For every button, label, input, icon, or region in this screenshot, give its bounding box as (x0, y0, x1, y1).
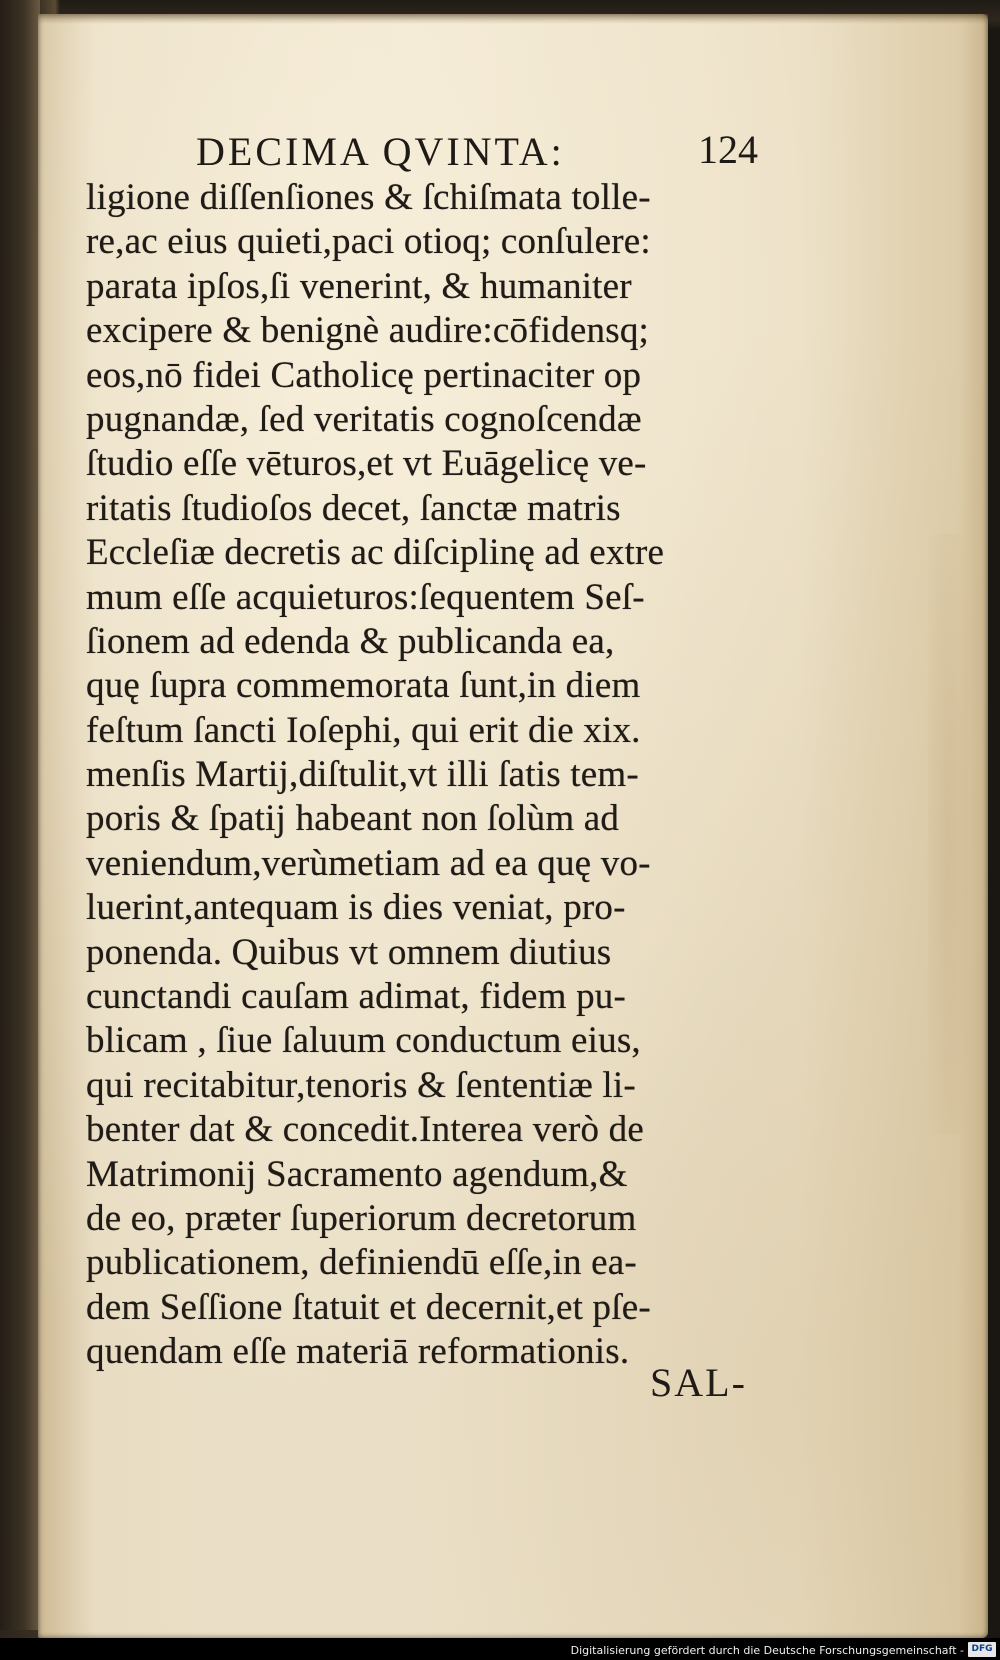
text-line: veniendum,verùmetiam ad ea quę vo- (86, 842, 651, 884)
text-line: quendam eſſe materiā reformationis. (86, 1331, 630, 1373)
folio-number: 124 (698, 127, 758, 172)
text-line: excipere & benignè audire:cōfidensq; (86, 310, 649, 352)
text-line: de eo, præter ſuperiorum decretorum (86, 1197, 637, 1239)
running-head (142, 118, 942, 178)
text-line: poris & ſpatij habeant non ſolùm ad (86, 798, 620, 840)
text-line: ligione diſſenſiones & ſchiſmata tolle- (86, 177, 651, 218)
book-binding-edge (0, 0, 40, 1630)
text-line: Eccleſiæ decretis ac diſciplinę ad extre (86, 532, 665, 574)
text-line: blicam , ſiue ſaluum conductum eius, (86, 1020, 641, 1062)
text-line: ritatis ſtudioſos decet, ſanctæ matris (86, 487, 621, 529)
text-line: cunctandi cauſam adimat, fidem pu- (86, 976, 627, 1018)
text-line: mum eſſe acquieturos:ſequentem Seſ- (86, 576, 645, 618)
funding-credit: Digitalisierung gefördert durch die Deutsche Forschungsgemeinschaft - (570, 1644, 964, 1657)
book-page (38, 14, 988, 1638)
text-line: benter dat & concedit.Interea verò de (86, 1109, 645, 1151)
dfg-logo-icon: DFG (968, 1642, 996, 1657)
text-line: qui recitabitur,tenoris & ſententiæ li- (86, 1064, 636, 1106)
text-line: dem Seſſione ſtatuit et decernit,et pſe- (86, 1286, 651, 1328)
text-line: menſis Martij,diſtulit,vt illi ſatis tem- (86, 754, 639, 796)
text-line: ponenda. Quibus vt omnem diutius (86, 931, 612, 973)
text-line: pugnandæ, ſed veritatis cognoſcendæ (86, 398, 642, 440)
digitization-footer (0, 1638, 1000, 1660)
text-line: quę ſupra commemorata ſunt,in diem (86, 665, 641, 707)
page-top-edge (38, 14, 988, 24)
text-line: eos,nō fidei Catholicę pertinaciter op (86, 354, 642, 396)
text-line: ſionem ad edenda & publicanda ea, (86, 620, 615, 662)
text-line: Matrimonij Sacramento agendum,& (86, 1153, 628, 1195)
text-line: parata ipſos,ſi venerint, & humaniter (86, 265, 632, 307)
text-line: luerint,antequam is dies veniat, pro- (86, 887, 626, 929)
text-line: publicationem, definiendū eſſe,in ea- (86, 1242, 637, 1284)
text-line: ſtudio eſſe vēturos,et vt Euāgelicę ve- (86, 443, 647, 485)
body-text (86, 176, 796, 1375)
text-line: re,ac eius quieti,paci otioq; conſulere: (86, 221, 651, 263)
catchword: SAL- (650, 1360, 747, 1405)
running-title: DECIMA QVINTA: (196, 129, 565, 174)
text-line: feſtum ſancti Ioſephi, qui erit die xix. (86, 709, 641, 751)
paper-stain (928, 534, 968, 1134)
